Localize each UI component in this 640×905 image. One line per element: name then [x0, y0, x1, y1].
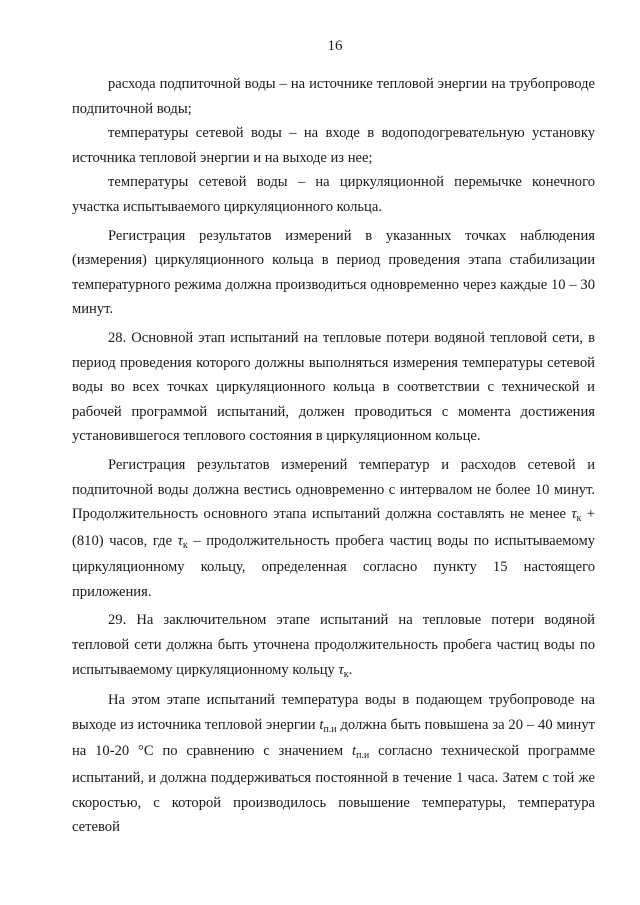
- page-number: 16: [327, 38, 343, 54]
- text-segment: 29. На заключительном этапе испытаний на тепловые потери водяной тепловой сети должна быть уточнена продолжительность пробега частиц воды по испытываемому циркуляционному кольцу: [72, 612, 595, 678]
- paragraph-registration-stabilization: Регистрация результатов измерений в указанных точках наблюдения (измерения) циркуляционного кольца в период проведения этапа стабилизации температурного режима должна производиться одновременно через каждые 10 – 30 минут.: [72, 227, 595, 318]
- paragraph-item-29: [72, 608, 595, 684]
- text-segment: Регистрация результатов измерений температур и расходов сетевой и подпиточной воды должна вестись одновременно с интервалом не более 10 минут. Продолжительность основного этапа испытаний должна составлять не менее: [72, 456, 595, 523]
- paragraph-network-water-temp-jumper: температуры сетевой воды – на циркуляционной перемычке конечного участка испытываемого циркуляционного кольца.: [72, 174, 595, 215]
- text-segment: + (810) часов, где: [72, 506, 595, 549]
- tau-symbol: τ: [571, 506, 577, 523]
- paragraph-registration-main-stage: [72, 453, 595, 605]
- text-segment: – продолжительность пробега частиц воды по испытываемому циркуляционному кольцу, определенная согласно пункту 15 настоящего приложения.: [72, 532, 595, 600]
- subscript-pi: п.и: [356, 750, 370, 762]
- text-segment: На этом этапе испытаний температура воды в подающем трубопроводе на выходе из источника тепловой энергии: [72, 692, 595, 733]
- text-segment: должна быть повышена за 20 – 40 минут на 10-20 °С по сравнению с значением: [72, 716, 595, 760]
- paragraph-item-28: 28. Основной этап испытаний на тепловые потери водяной тепловой сети, в период проведения которого должны выполняться измерения температуры сетевой воды во всех точках циркуляционного кольца в соответствии с технической и рабочей программой испытаний, должен проводиться с момента достижения установившегося теплового состояния в циркуляционном кольце.: [72, 329, 595, 445]
- text-segment: согласно технической программе испытаний, и должна поддерживаться постоянной в течение 1 часа. Затем с той же скоростью, с которой производилось повышение температуры, температура сетевой: [72, 743, 595, 836]
- temperature-symbol: t: [319, 716, 324, 733]
- subscript-pi: п.и: [323, 723, 337, 735]
- paragraph-makeup-water-flow: расхода подпиточной воды – на источнике тепловой энергии на трубопроводе подпиточной воды;: [72, 76, 595, 117]
- tau-symbol: τ: [338, 661, 344, 678]
- temperature-symbol: t: [352, 743, 357, 760]
- paragraph-final-stage-temperature: [72, 688, 595, 840]
- paragraph-network-water-temp-inlet: температуры сетевой воды – на входе в водоподогревательную установку источника тепловой энергии и на выходе из нее;: [72, 125, 595, 166]
- subscript-k: к: [182, 539, 188, 551]
- document-body: [72, 72, 595, 840]
- subscript-k: к: [343, 668, 349, 680]
- text-segment: .: [348, 661, 353, 678]
- tau-symbol: τ: [177, 532, 183, 549]
- subscript-k: к: [576, 513, 582, 525]
